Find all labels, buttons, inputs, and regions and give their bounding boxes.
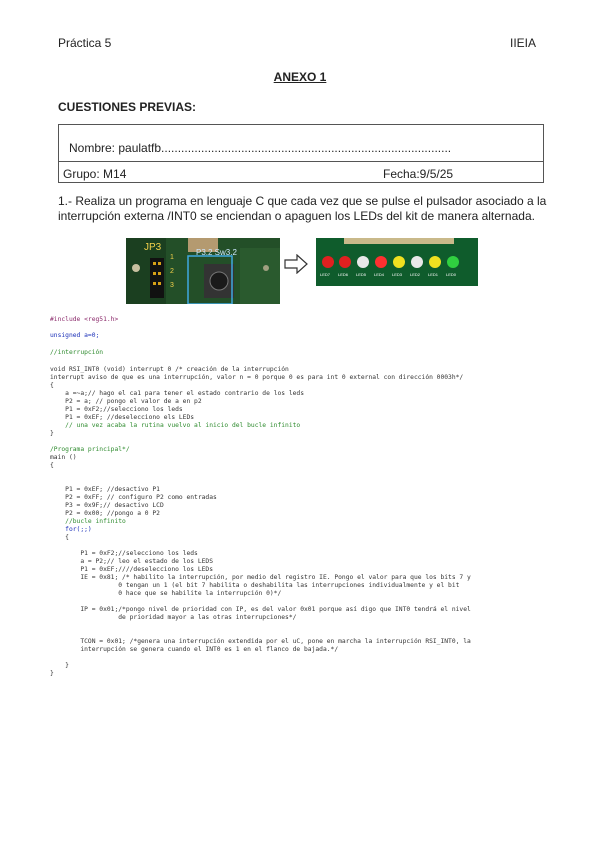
code-main-signature: main (): [50, 454, 77, 461]
code-for-line-2: a = P2;// leo el estado de los LEDS: [50, 558, 214, 565]
code-main-line-8: }: [50, 662, 69, 669]
code-isr-comment: interrupt aviso de que es una interrupción, valor n = 0 porque 0 es para int 0 external con dirección 0003h*/: [50, 374, 464, 381]
code-isr-line-4: P1 = 0xEF; //deselecciono els LEDs: [50, 414, 195, 421]
code-brace-close: }: [50, 670, 54, 677]
code-isr-signature: void RSI_INT0 (void) interrupt 0 /* creación de la interrupción: [50, 366, 289, 373]
code-comment-main: /Programa principal*/: [50, 446, 130, 453]
pin-label-3: 3: [170, 282, 174, 289]
code-main-line-3: P3 = 0x9F;// desactivo LCD: [50, 502, 164, 509]
code-brace-open: {: [50, 382, 54, 389]
code-brace-close: }: [50, 430, 54, 437]
code-isr-line-5: // una vez acaba la rutina vuelvo al inicio del bucle infinito: [50, 422, 301, 429]
right-arrow-icon: [284, 254, 308, 274]
board-button-photo: [126, 238, 280, 304]
code-isr-line-2: P2 = a; // pongo el valor de a en p2: [50, 398, 202, 405]
code-main-line-4: P2 = 0x00; //pongo a 0 P2: [50, 510, 160, 517]
code-for-line-9: TCON = 0x01; /*genera una interrupción extendida por el uC, pone en marcha la interrupción RSI_INT0, la: [50, 638, 471, 645]
code-isr-line-1: a =~a;// hago el ca1 para tener el estado contrario de los leds: [50, 390, 305, 397]
jumper-label: JP3: [144, 242, 162, 253]
led-label-7: LED7: [320, 272, 331, 277]
code-for-line-6: 0 hace que se habilite la interrupción 0)*/: [50, 590, 282, 597]
code-for-line-1: P1 = 0xF2;//selecciono los leds: [50, 550, 198, 557]
student-name-field: Nombre: paulatfb.......................................................................................: [69, 141, 452, 155]
led-label-1: LED1: [428, 272, 439, 277]
code-include: #include <reg51.h>: [50, 316, 119, 323]
pin-label-1: 1: [170, 254, 174, 261]
pin-label-2: 2: [170, 268, 174, 275]
code-main-line-7: {: [50, 534, 69, 541]
led-label-6: LED6: [338, 272, 349, 277]
practice-title: Práctica 5: [58, 36, 112, 50]
annex-title: ANEXO 1: [273, 70, 327, 84]
led-label-2: LED2: [410, 272, 421, 277]
date-field: Fecha:9/5/25: [383, 167, 454, 181]
led-label-0: LED0: [446, 272, 457, 277]
code-declaration: unsigned a=0;: [50, 332, 100, 339]
group-field: Grupo: M14: [63, 167, 127, 181]
code-main-line-5: //bucle infinito: [50, 518, 126, 525]
switch-label: P3.2 Sw3.2: [196, 248, 237, 257]
leds-illustration: [316, 238, 478, 286]
code-main-line-2: P2 = 0xFF; // configuro P2 como entradas: [50, 494, 217, 501]
code-main-line-6: for(;;): [50, 526, 92, 533]
course-code: IIEIA: [510, 36, 537, 50]
student-info-box: [58, 124, 544, 183]
code-for-line-4: IE = 0x81; /* habilito la interrupción, por medio del registro IE. Pongo el valor para que los bits 7 y: [50, 574, 471, 581]
code-main-line-1: P1 = 0xEF; //desactivo P1: [50, 486, 160, 493]
code-for-line-5: 0 tengan un 1 (el bit 7 habilita o deshabilita las interrupciones individualmente y el bit: [50, 582, 460, 589]
code-brace-open: {: [50, 462, 54, 469]
led-label-4: LED4: [374, 272, 385, 277]
code-comment-interrupt: //interrupción: [50, 349, 104, 356]
code-for-line-8: de prioridad mayor a las otras interrupciones*/: [50, 614, 297, 621]
box-divider: [59, 161, 543, 162]
led-label-3: LED3: [392, 272, 403, 277]
question-1: 1.- Realiza un programa en lenguaje C que cada vez que se pulse el pulsador asociado a la interrupción externa /INT0 se enciendan o apaguen los LEDs del kit de manera alternada.: [58, 194, 547, 223]
code-for-line-10: interrupción se genera cuando el INT0 es 1 en el flanco de bajada.*/: [50, 646, 339, 653]
code-for-line-3: P1 = 0xEF;////deselecciono los LEDs: [50, 566, 214, 573]
led-label-5: LED5: [356, 272, 367, 277]
code-for-line-7: IP = 0x01;/*pongo nivel de prioridad con IP, es del valor 0x01 porque así digo que INT0 tendrá el nivel: [50, 606, 471, 613]
leds-photo: [316, 238, 478, 286]
section-title: CUESTIONES PREVIAS:: [58, 100, 197, 114]
code-isr-line-3: P1 = 0xF2;//selecciono los leds: [50, 406, 183, 413]
